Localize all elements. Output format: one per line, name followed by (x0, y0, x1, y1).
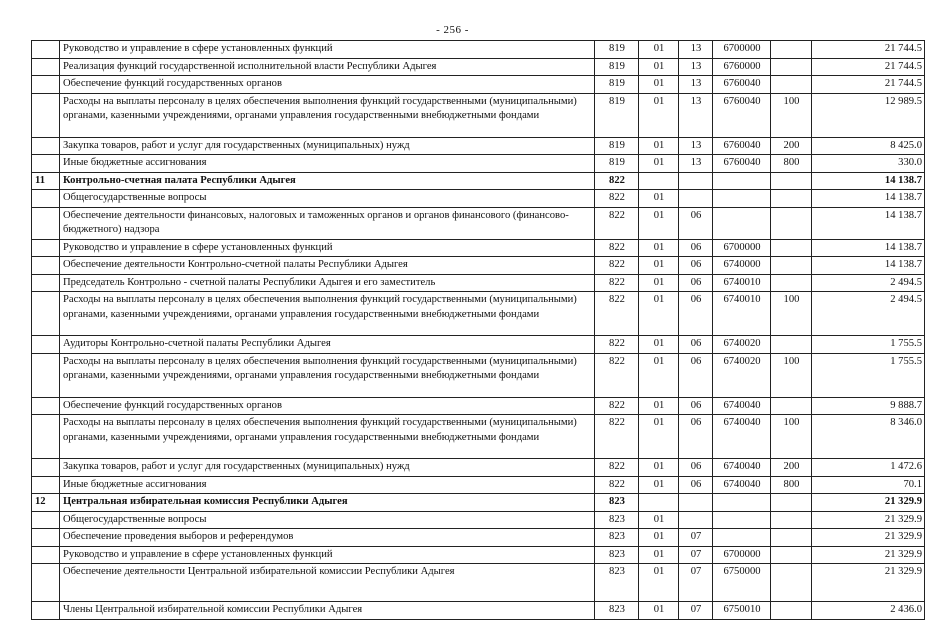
row-name: Члены Центральной избирательной комиссии Республики Адыгея (60, 602, 595, 620)
row-name: Обеспечение функций государственных органов (60, 76, 595, 94)
table-row (32, 207, 925, 239)
row-code: 823 (595, 602, 639, 620)
row-number: 11 (32, 172, 60, 190)
row-number (32, 155, 60, 173)
table-row (32, 546, 925, 564)
row-name: Закупка товаров, работ и услуг для государственных (муниципальных) нужд (60, 459, 595, 477)
row-section: 01 (639, 207, 679, 239)
row-sum: 9 888.7 (812, 397, 925, 415)
row-code: 822 (595, 292, 639, 336)
row-target-article: 6740040 (713, 415, 771, 459)
row-number (32, 137, 60, 155)
row-sum: 14 138.7 (812, 172, 925, 190)
row-section: 01 (639, 41, 679, 59)
row-name: Обеспечение деятельности финансовых, налоговых и таможенных органов и органов финансового (финансово-бюджетного) надзора (60, 207, 595, 239)
row-section: 01 (639, 353, 679, 397)
row-subsection: 06 (679, 459, 713, 477)
table-row (32, 511, 925, 529)
row-target-article: 6740010 (713, 292, 771, 336)
row-section: 01 (639, 529, 679, 547)
row-code: 823 (595, 564, 639, 602)
row-name: Обеспечение функций государственных органов (60, 397, 595, 415)
row-subsection: 06 (679, 353, 713, 397)
row-subsection: 06 (679, 476, 713, 494)
row-name: Центральная избирательная комиссия Республики Адыгея (60, 494, 595, 512)
row-subsection: 06 (679, 274, 713, 292)
row-subsection: 07 (679, 546, 713, 564)
row-name: Руководство и управление в сфере установленных функций (60, 546, 595, 564)
row-expense-type (771, 274, 812, 292)
row-code: 822 (595, 476, 639, 494)
row-name: Иные бюджетные ассигнования (60, 155, 595, 173)
row-number (32, 292, 60, 336)
row-name: Расходы на выплаты персоналу в целях обеспечения выполнения функций государственными (муниципальными) органами, казенными учреждениями, органами управления государственными внебюджетными фондами (60, 415, 595, 459)
row-subsection: 13 (679, 93, 713, 137)
row-code: 823 (595, 529, 639, 547)
row-number (32, 76, 60, 94)
row-code: 819 (595, 41, 639, 59)
row-target-article: 6740040 (713, 459, 771, 477)
row-sum: 2 494.5 (812, 292, 925, 336)
row-section: 01 (639, 155, 679, 173)
row-target-article (713, 529, 771, 547)
row-code: 822 (595, 257, 639, 275)
row-code: 822 (595, 239, 639, 257)
row-sum: 21 329.9 (812, 564, 925, 602)
table-row (32, 397, 925, 415)
row-code: 823 (595, 511, 639, 529)
row-name: Реализация функций государственной исполнительной власти Республики Адыгея (60, 58, 595, 76)
table-row (32, 257, 925, 275)
table-row (32, 172, 925, 190)
row-name: Расходы на выплаты персоналу в целях обеспечения выполнения функций государственными (муниципальными) органами, казенными учреждениями, органами управления государственными внебюджетными фондами (60, 93, 595, 137)
row-name: Расходы на выплаты персоналу в целях обеспечения выполнения функций государственными (муниципальными) органами, казенными учреждениями, органами управления государственными внебюджетными фондами (60, 353, 595, 397)
row-expense-type (771, 172, 812, 190)
row-section: 01 (639, 546, 679, 564)
row-sum: 14 138.7 (812, 257, 925, 275)
row-target-article: 6740020 (713, 336, 771, 354)
page-number: - 256 - (436, 24, 469, 36)
row-subsection: 13 (679, 76, 713, 94)
row-number (32, 93, 60, 137)
row-number (32, 274, 60, 292)
row-name: Расходы на выплаты персоналу в целях обеспечения выполнения функций государственными (муниципальными) органами, казенными учреждениями, органами управления государственными внебюджетными фондами (60, 292, 595, 336)
row-section: 01 (639, 292, 679, 336)
row-expense-type (771, 239, 812, 257)
row-target-article (713, 207, 771, 239)
row-expense-type: 100 (771, 415, 812, 459)
row-subsection: 07 (679, 529, 713, 547)
row-expense-type (771, 336, 812, 354)
row-code: 823 (595, 546, 639, 564)
row-code: 822 (595, 274, 639, 292)
row-name: Общегосударственные вопросы (60, 190, 595, 208)
table-row (32, 292, 925, 336)
row-target-article: 6760040 (713, 137, 771, 155)
row-name: Контрольно-счетная палата Республики Адыгея (60, 172, 595, 190)
row-code: 819 (595, 93, 639, 137)
row-subsection: 13 (679, 155, 713, 173)
row-code: 822 (595, 190, 639, 208)
table-row (32, 336, 925, 354)
row-target-article: 6700000 (713, 41, 771, 59)
row-section: 01 (639, 564, 679, 602)
row-expense-type: 200 (771, 459, 812, 477)
row-expense-type: 200 (771, 137, 812, 155)
row-number (32, 476, 60, 494)
row-sum: 14 138.7 (812, 190, 925, 208)
table-row (32, 58, 925, 76)
row-expense-type: 100 (771, 353, 812, 397)
row-code: 819 (595, 137, 639, 155)
row-section (639, 172, 679, 190)
row-number (32, 41, 60, 59)
row-number (32, 190, 60, 208)
row-expense-type (771, 511, 812, 529)
row-target-article: 6760040 (713, 93, 771, 137)
row-sum: 8 346.0 (812, 415, 925, 459)
row-subsection (679, 494, 713, 512)
table-row (32, 137, 925, 155)
row-subsection: 13 (679, 41, 713, 59)
row-section: 01 (639, 137, 679, 155)
row-sum: 21 744.5 (812, 41, 925, 59)
row-code: 823 (595, 494, 639, 512)
row-number (32, 336, 60, 354)
row-code: 822 (595, 207, 639, 239)
row-number (32, 546, 60, 564)
row-subsection: 07 (679, 564, 713, 602)
row-code: 822 (595, 415, 639, 459)
row-number (32, 511, 60, 529)
row-code: 822 (595, 397, 639, 415)
row-target-article: 6700000 (713, 546, 771, 564)
row-target-article: 6740040 (713, 397, 771, 415)
row-number (32, 415, 60, 459)
row-section: 01 (639, 58, 679, 76)
row-expense-type (771, 58, 812, 76)
row-expense-type (771, 207, 812, 239)
row-subsection: 06 (679, 397, 713, 415)
row-number (32, 602, 60, 620)
row-section: 01 (639, 274, 679, 292)
row-expense-type (771, 602, 812, 620)
row-sum: 21 329.9 (812, 511, 925, 529)
row-expense-type (771, 564, 812, 602)
row-target-article: 6750010 (713, 602, 771, 620)
row-sum: 1 755.5 (812, 353, 925, 397)
row-target-article: 6750000 (713, 564, 771, 602)
row-expense-type: 100 (771, 93, 812, 137)
row-sum: 8 425.0 (812, 137, 925, 155)
row-section (639, 494, 679, 512)
row-expense-type (771, 76, 812, 94)
row-number (32, 239, 60, 257)
row-target-article: 6760000 (713, 58, 771, 76)
row-expense-type (771, 494, 812, 512)
row-subsection: 06 (679, 292, 713, 336)
table-row (32, 529, 925, 547)
row-target-article (713, 190, 771, 208)
row-code: 822 (595, 172, 639, 190)
row-expense-type: 100 (771, 292, 812, 336)
row-target-article (713, 172, 771, 190)
row-target-article (713, 494, 771, 512)
row-name: Закупка товаров, работ и услуг для государственных (муниципальных) нужд (60, 137, 595, 155)
row-section: 01 (639, 459, 679, 477)
table-row (32, 459, 925, 477)
row-expense-type (771, 41, 812, 59)
row-section: 01 (639, 336, 679, 354)
table-row (32, 155, 925, 173)
row-name: Общегосударственные вопросы (60, 511, 595, 529)
row-sum: 2 436.0 (812, 602, 925, 620)
row-expense-type: 800 (771, 155, 812, 173)
row-subsection (679, 511, 713, 529)
table-row (32, 239, 925, 257)
row-section: 01 (639, 415, 679, 459)
row-target-article (713, 511, 771, 529)
row-sum: 1 755.5 (812, 336, 925, 354)
row-code: 819 (595, 58, 639, 76)
row-target-article: 6760040 (713, 76, 771, 94)
row-number (32, 353, 60, 397)
row-subsection: 07 (679, 602, 713, 620)
row-name: Аудиторы Контрольно-счетной палаты Республики Адыгея (60, 336, 595, 354)
row-sum: 1 472.6 (812, 459, 925, 477)
row-name: Обеспечение деятельности Центральной избирательной комиссии Республики Адыгея (60, 564, 595, 602)
row-subsection: 06 (679, 239, 713, 257)
row-sum: 21 744.5 (812, 76, 925, 94)
table-row (32, 76, 925, 94)
table-row (32, 494, 925, 512)
row-code: 822 (595, 353, 639, 397)
row-section: 01 (639, 257, 679, 275)
row-name: Иные бюджетные ассигнования (60, 476, 595, 494)
row-expense-type (771, 190, 812, 208)
row-subsection (679, 172, 713, 190)
row-section: 01 (639, 511, 679, 529)
table-row (32, 353, 925, 397)
row-code: 822 (595, 459, 639, 477)
row-sum: 330.0 (812, 155, 925, 173)
row-section: 01 (639, 239, 679, 257)
row-sum: 12 989.5 (812, 93, 925, 137)
row-subsection: 13 (679, 58, 713, 76)
row-name: Председатель Контрольно - счетной палаты Республики Адыгея и его заместитель (60, 274, 595, 292)
row-number (32, 529, 60, 547)
row-target-article: 6760040 (713, 155, 771, 173)
row-sum: 2 494.5 (812, 274, 925, 292)
row-number (32, 564, 60, 602)
table-row (32, 415, 925, 459)
row-name: Руководство и управление в сфере установленных функций (60, 41, 595, 59)
table-row (32, 93, 925, 137)
row-section: 01 (639, 76, 679, 94)
row-sum: 21 329.9 (812, 494, 925, 512)
row-section: 01 (639, 476, 679, 494)
row-sum: 70.1 (812, 476, 925, 494)
table-row (32, 41, 925, 59)
row-target-article: 6740020 (713, 353, 771, 397)
row-target-article: 6700000 (713, 239, 771, 257)
row-expense-type: 800 (771, 476, 812, 494)
row-number (32, 257, 60, 275)
row-expense-type (771, 529, 812, 547)
table-row (32, 602, 925, 620)
row-subsection: 13 (679, 137, 713, 155)
budget-table (31, 40, 925, 620)
row-expense-type (771, 257, 812, 275)
row-sum: 14 138.7 (812, 239, 925, 257)
row-target-article: 6740010 (713, 274, 771, 292)
row-subsection: 06 (679, 415, 713, 459)
row-number (32, 207, 60, 239)
row-section: 01 (639, 602, 679, 620)
table-row (32, 476, 925, 494)
row-sum: 21 329.9 (812, 546, 925, 564)
row-name: Обеспечение проведения выборов и референдумов (60, 529, 595, 547)
row-section: 01 (639, 93, 679, 137)
row-target-article: 6740000 (713, 257, 771, 275)
row-subsection: 06 (679, 207, 713, 239)
row-subsection (679, 190, 713, 208)
row-subsection: 06 (679, 336, 713, 354)
table-row (32, 274, 925, 292)
row-number (32, 397, 60, 415)
row-name: Руководство и управление в сфере установленных функций (60, 239, 595, 257)
row-target-article: 6740040 (713, 476, 771, 494)
row-code: 822 (595, 336, 639, 354)
row-number (32, 58, 60, 76)
row-expense-type (771, 546, 812, 564)
row-section: 01 (639, 190, 679, 208)
row-sum: 21 744.5 (812, 58, 925, 76)
row-subsection: 06 (679, 257, 713, 275)
row-sum: 21 329.9 (812, 529, 925, 547)
row-name: Обеспечение деятельности Контрольно-счетной палаты Республики Адыгея (60, 257, 595, 275)
row-expense-type (771, 397, 812, 415)
row-number (32, 459, 60, 477)
row-sum: 14 138.7 (812, 207, 925, 239)
row-code: 819 (595, 155, 639, 173)
row-code: 819 (595, 76, 639, 94)
table-row (32, 190, 925, 208)
row-number: 12 (32, 494, 60, 512)
table-row (32, 564, 925, 602)
row-section: 01 (639, 397, 679, 415)
